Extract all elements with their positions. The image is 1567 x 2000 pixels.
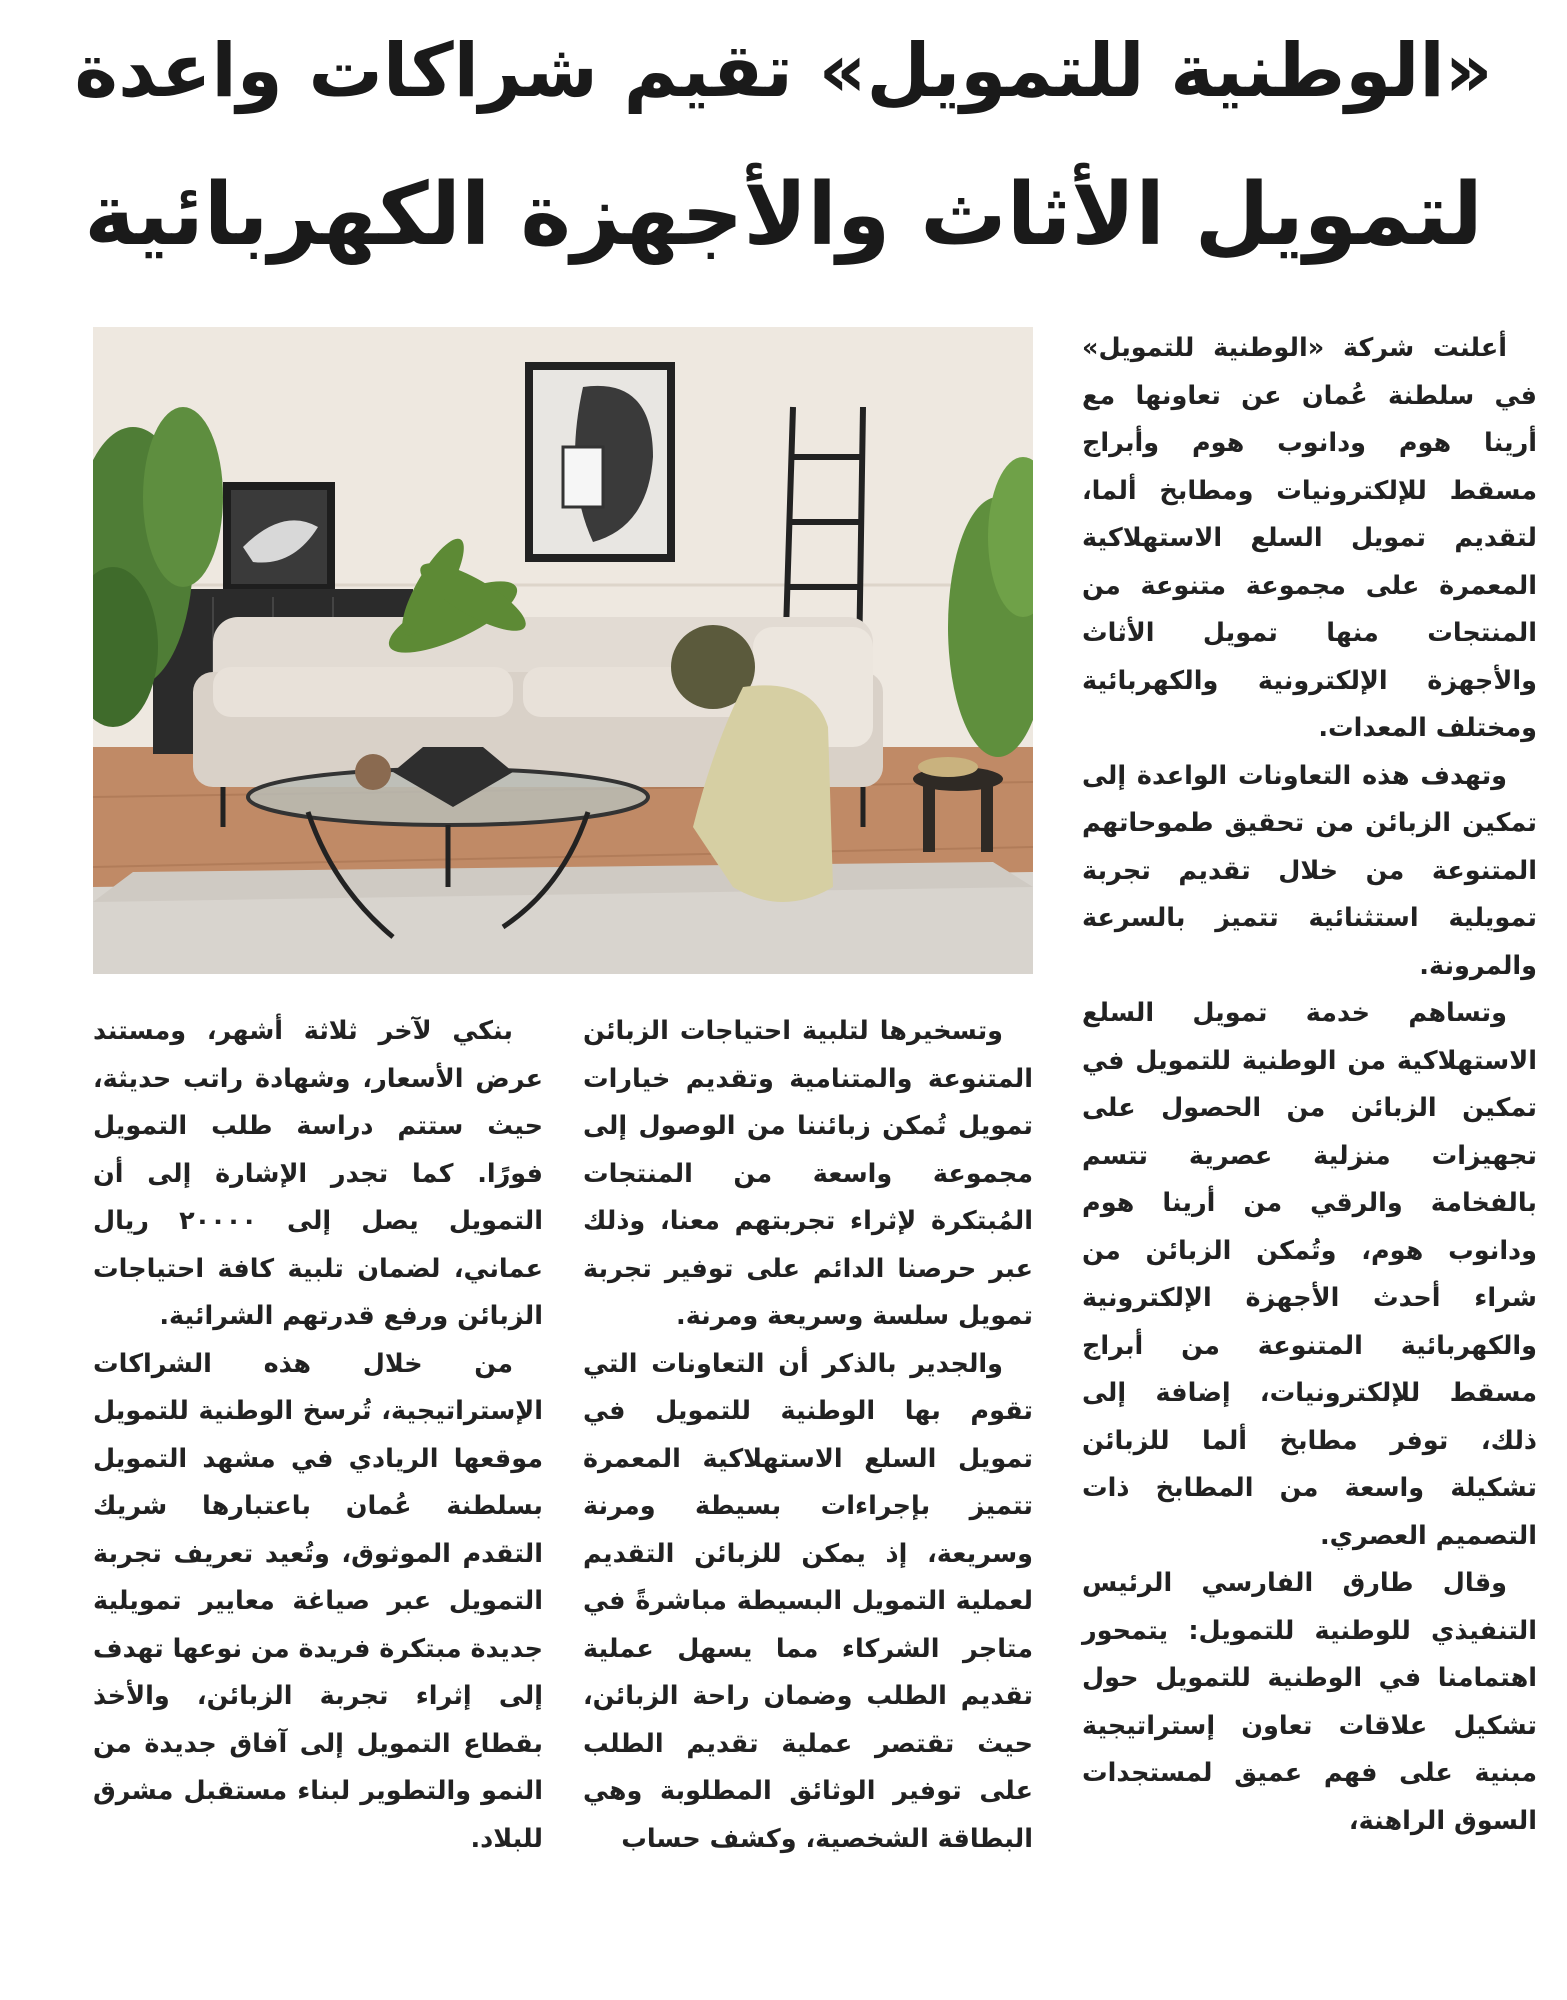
article-column-left: [93, 1008, 543, 1988]
paragraph: وتسخيرها لتلبية احتياجات الزبائن المتنوعة والمتنامية وتقديم خيارات تمويل تُمكن زبائننا من الوصول إلى مجموعة واسعة من المنتجات المُبتكرة لإثراء تجربتهم معنا، وذلك عبر حرصنا الدائم على توفير تجربة تمويل سلسة وسريعة ومرنة.: [583, 1016, 1033, 1331]
paragraph: وقال طارق الفارسي الرئيس التنفيذي للوطنية للتمويل: يتمحور اهتمامنا في الوطنية للتمويل حول تشكيل علاقات تعاون إستراتيجية مبنية على فهم عميق لمستجدات السوق الراهنة،: [1082, 1568, 1537, 1836]
article-column-middle: [583, 1008, 1033, 1988]
paragraph: أعلنت شركة «الوطنية للتمويل» في سلطنة عُمان عن تعاونها مع أرينا هوم ودانوب هوم وأبراج مسقط للإلكترونيات ومطابخ ألما، لتقديم تمويل السلع الاستهلاكية المعمرة على مجموعة متنوعة من المنتجات منها تمويل الأثاث والأجهزة الإلكترونية والكهربائية ومختلف المعدات.: [1082, 333, 1537, 743]
decor-sphere: [355, 754, 391, 790]
paragraph: من خلال هذه الشراكات الإستراتيجية، تُرسخ الوطنية للتمويل موقعها الريادي في مشهد التمويل بسلطنة عُمان باعتبارها شريك التقدم الموثوق، وتُعيد تعريف تجربة التمويل عبر صياغة معايير تمويلية جديدة مبتكرة فريدة من نوعها تهدف إلى إثراء تجربة الزبائن، والأخذ بقطاع التمويل إلى آفاق جديدة من النمو والتطوير لبناء مستقبل مشرق للبلاد.: [92, 1348, 543, 1854]
headline-line-2: لتمويل الأثاث والأجهزة الكهربائية: [84, 165, 1483, 265]
living-room-photo: [93, 327, 1033, 974]
paragraph: وتهدف هذه التعاونات الواعدة إلى تمكين الزبائن من تحقيق طموحاتهم المتنوعة من خلال تقديم تجربة تمويلية استثنائية تتميز بالسرعة والمرونة.: [1082, 760, 1537, 981]
paragraph: بنكي لآخر ثلاثة أشهر، ومستند عرض الأسعار، وشهادة راتب حديثة، حيث ستتم دراسة طلب التمويل فورًا. كما تجدر الإشارة إلى أن التمويل يصل إلى ٢٠٠٠٠ ريال عماني، لضمان تلبية كافة احتياجات الزبائن ورفع قدرتهم الشرائية.: [93, 1016, 543, 1331]
paragraph: وتساهم خدمة تمويل السلع الاستهلاكية من الوطنية للتمويل في تمكين الزبائن من الحصول على تجهيزات منزلية عصرية تتسم بالفخامة والرقي من أرينا هوم ودانوب هوم، وتُمكن الزبائن من شراء أحدث الأجهزة الإلكترونية والكهربائية المتنوعة من أبراج مسقط للإلكترونيات، إضافة إلى ذلك، توفر مطابخ ألما للزبائن تشكيلة واسعة من المطابخ ذات التصميم العصري.: [1082, 998, 1537, 1551]
headline-line-1: «الوطنية للتمويل» تقيم شراكات واعدة: [74, 28, 1493, 114]
article-column-right: [1082, 325, 1537, 1985]
paragraph: والجدير بالذكر أن التعاونات التي تقوم بها الوطنية للتمويل في تمويل السلع الاستهلاكية المعمرة تتميز بإجراءات بسيطة ومرنة وسريعة، إذ يمكن للزبائن التقديم لعملية التمويل البسيطة مباشرةً في متاجر الشركاء مما يسهل عملية تقديم الطلب وضمان راحة الزبائن، حيث تقتصر عملية تقديم الطلب على توفير الوثائق المطلوبة وهي البطاقة الشخصية، وكشف حساب: [583, 1348, 1033, 1854]
